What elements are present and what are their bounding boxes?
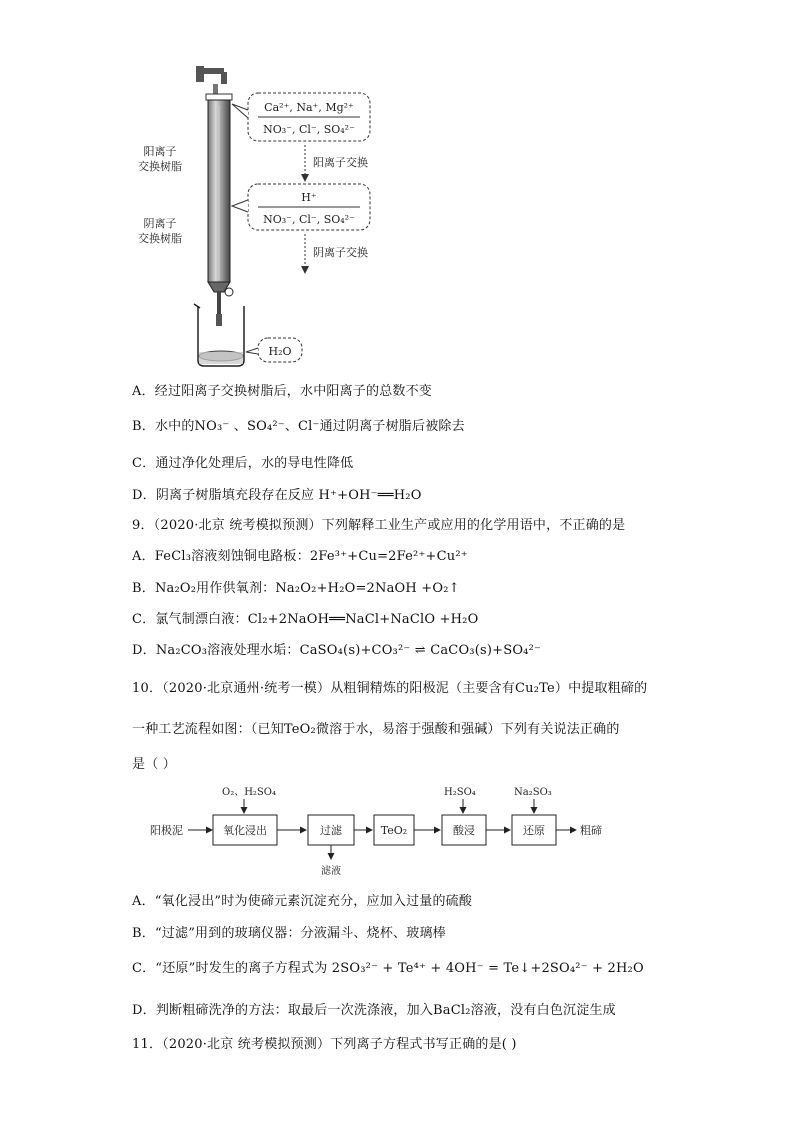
flow-reagent-3: Na₂SO₃ [514,787,552,798]
q9-option-b: B．Na₂O₂用作供氧剂：Na₂O₂+H₂O=2NaOH +O₂↑ [132,581,460,596]
flow-step-2-label: 过滤 [320,824,342,837]
ion-exchange-diagram [0,0,794,380]
box2-anions: NO₃⁻, Cl⁻, SO₄²⁻ [263,213,355,226]
q8-option-d: D．阴离子树脂填充段存在反应 H⁺+OH⁻══H₂O [132,488,422,503]
flow-start: 阳极泥 [150,824,183,837]
flow-step-4-label: 酸浸 [453,824,475,837]
q10-option-b: B．“过滤”用到的玻璃仪器：分液漏斗、烧杯、玻璃棒 [132,926,446,941]
q8-option-b: B．水中的NO₃⁻ 、SO₄²⁻、Cl⁻通过阴离子树脂后被除去 [132,419,465,434]
flow-step-1-label: 氧化浸出 [223,824,267,837]
q10-stem-line2: 一种工艺流程如图：（已知TeO₂微溶于水，易溶于强酸和强碱）下列有关说法正确的 [132,722,620,737]
arrow-label-anion-exchange: 阴离子交换 [313,246,368,259]
column [206,94,233,326]
ion-box-before [232,93,370,141]
q10-option-a: A．“氧化浸出”时为使碲元素沉淀充分，应加入过量的硫酸 [132,894,473,909]
label-cation-resin: 阳离子交换树脂 [138,145,182,173]
q10-option-d: D．判断粗碲洗净的方法：取最后一次洗涤液，加入BaCl₂溶液，没有白色沉淀生成 [132,1003,616,1018]
q8-option-a: A．经过阳离子交换树脂后，水中阳离子的总数不变 [132,384,432,399]
box2-cation: H⁺ [301,191,317,204]
q9-option-a: A．FeCl₃溶液刻蚀铜电路板：2Fe³⁺+Cu=2Fe²⁺+Cu²⁺ [132,549,468,564]
q10-stem-line3: 是（ ） [132,757,176,772]
flow-reagent-1: O₂、H₂SO₄ [222,787,276,798]
flow-step-3-label: TeO₂ [380,824,408,837]
box1-anions: NO₃⁻, Cl⁻, SO₄²⁻ [263,123,355,136]
water-label: H₂O [268,345,292,358]
q11-stem: 11．（2020·北京 统考模拟预测）下列离子方程式书写正确的是( ) [132,1037,517,1052]
arrow-label-cation-exchange: 阳离子交换 [313,156,368,169]
q9-stem: 9．（2020·北京 统考模拟预测）下列解释工业生产或应用的化学用语中，不正确的是 [132,518,626,533]
q8-option-c: C．通过净化处理后，水的导电性降低 [132,456,354,471]
flow-end: 粗碲 [580,824,602,837]
process-flow-chart [0,780,794,880]
label-anion-resin: 阴离子交换树脂 [138,217,182,245]
box1-cations: Ca²⁺, Na⁺, Mg²⁺ [264,101,354,114]
flow-filtrate: 滤液 [321,866,341,877]
water-bubble [246,338,302,362]
q9-option-c: C．氯气制漂白液：Cl₂+2NaOH══NaCl+NaClO +H₂O [132,612,479,627]
q9-option-d: D．Na₂CO₃溶液处理水垢：CaSO₄(s)+CO₃²⁻ ⇌ CaCO₃(s)+SO₄²⁻ [132,643,542,658]
q10-option-c: C．“还原”时发生的离子方程式为 2SO₃²⁻ + Te⁴⁺ + 4OH⁻ = Te↓+2SO₄²⁻ + 2H₂O [132,961,644,976]
flow-step-5-label: 还原 [523,824,545,837]
faucet [196,66,227,94]
flow-reagent-2: H₂SO₄ [444,787,476,798]
ion-box-after-cation [232,184,370,230]
q10-stem-line1: 10．（2020·北京通州·统考一模）从粗铜精炼的阳极泥（主要含有Cu₂Te）中提取粗碲的 [132,681,648,696]
